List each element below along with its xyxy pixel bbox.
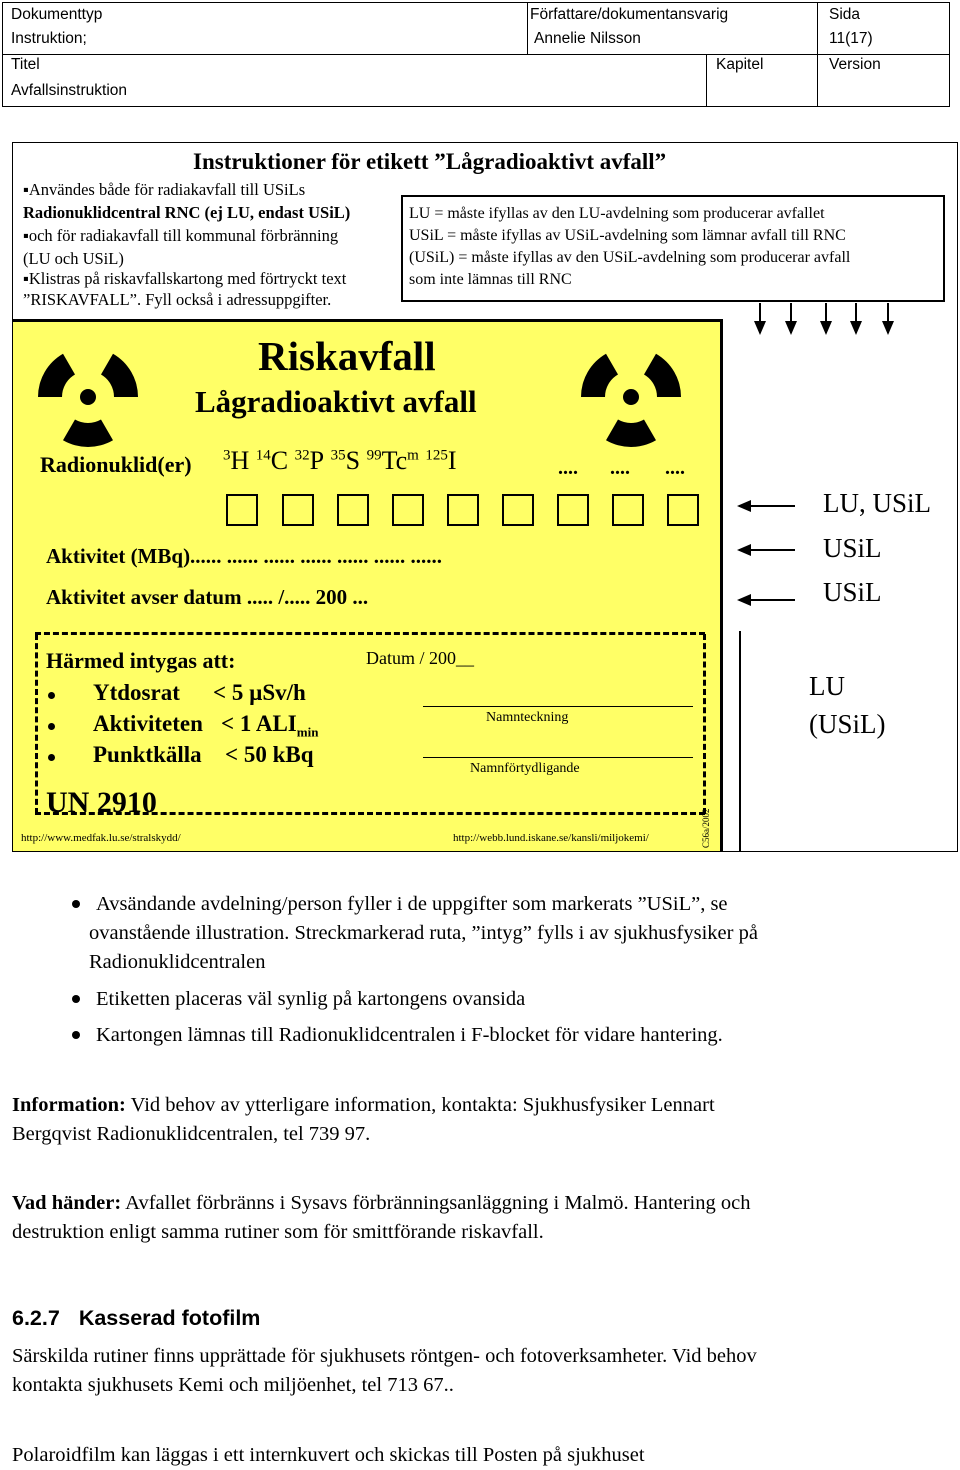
author-label: Författare/dokumentansvarig <box>530 6 729 23</box>
radiation-trefoil-icon <box>38 347 138 447</box>
bullet-text: Radionuklidcentralen <box>89 951 266 973</box>
side-label: USiL <box>823 577 882 607</box>
name-line <box>423 757 693 758</box>
dashed-border <box>35 634 38 814</box>
label-title: Riskavfall <box>258 333 436 379</box>
chapter-label: Kapitel <box>716 56 764 73</box>
version-label: Version <box>829 56 881 73</box>
side-label: USiL <box>823 533 882 563</box>
extra-nuclide-dots: .... <box>665 457 685 479</box>
instruction-line: ”RISKAVFALL”. Fyll också i adressuppgifter. <box>23 290 332 309</box>
certify-item: Aktiviteten <box>93 711 203 736</box>
bullet-icon <box>48 723 55 730</box>
down-arrow-icon <box>759 303 761 333</box>
bracket-line <box>739 631 741 851</box>
nuclide-checkbox <box>557 494 589 526</box>
polaroid-paragraph: Polaroidfilm kan läggas i ett internkuvert och skickas till Posten på sjukhuset <box>12 1444 645 1466</box>
certify-item: Ytdosrat <box>93 680 180 705</box>
radioactive-waste-label <box>13 319 723 852</box>
nuclide-list: $^3$H $^{14}$C $^{32}$P $^{35}$S $^{99}$Tc$^m$ $^{125}$I <box>223 446 457 475</box>
bullet-text: Avsändande avdelning/person fyller i de uppgifter som markerats ”USiL”, se <box>96 893 728 915</box>
certify-heading: Härmed intygas att: <box>46 648 236 673</box>
certify-value: < 5 µSv/h <box>213 680 306 705</box>
document-header <box>2 2 950 107</box>
what-paragraph-line2: destruktion enligt samma rutiner som för smittförande riskavfall. <box>12 1221 544 1243</box>
bullet-icon <box>72 900 80 908</box>
nuclide-checkbox <box>226 494 258 526</box>
section-paragraph-line2: kontakta sjukhusets Kemi och miljöenhet, tel 713 67.. <box>12 1374 454 1396</box>
down-arrow-icon <box>825 303 827 333</box>
date-field: Datum / 200__ <box>366 648 474 668</box>
section-paragraph: Särskilda rutiner finns upprättade för sjukhusets röntgen- och fotoverksamheter. Vid behov <box>12 1345 757 1367</box>
nuclide-checkbox <box>447 494 479 526</box>
un-number: UN 2910 <box>46 786 157 819</box>
instruction-line: ▪Användes både för radiakavfall till USiLs <box>23 180 306 199</box>
title-value: Avfallsinstruktion <box>11 82 128 99</box>
extra-nuclide-dots: .... <box>558 457 578 479</box>
legend-box <box>401 195 945 302</box>
nuclide-checkbox <box>392 494 424 526</box>
nuclide-checkbox <box>337 494 369 526</box>
certify-value: < 1 $ALI_{min}$ <box>221 711 319 740</box>
legend-line: LU = måste ifyllas av den LU-avdelning som producerar avfallet <box>409 205 825 222</box>
activity-line: Aktivitet (MBq)...... ...... ...... ...... ...... ...... ...... <box>46 544 443 568</box>
signature-caption: Namnteckning <box>486 710 569 725</box>
label-illustration <box>12 142 958 852</box>
instruction-line: ▪och för radiakavfall till kommunal förbränning <box>23 226 339 245</box>
left-arrow-icon <box>739 599 795 601</box>
legend-line: (USiL) = måste ifyllas av den USiL-avdelning som producerar avfall <box>409 249 851 266</box>
url-left: http://www.medfak.lu.se/stralskydd/ <box>21 832 181 844</box>
bullet-icon <box>48 692 55 699</box>
url-right: http://webb.lund.iskane.se/kansli/miljokemi/ <box>453 832 649 844</box>
author-value: Annelie Nilsson <box>534 30 641 47</box>
bullet-text: Etiketten placeras väl synlig på kartongens ovansida <box>96 988 526 1010</box>
doctype-label: Dokumenttyp <box>11 6 103 23</box>
nuclide-checkbox <box>612 494 644 526</box>
section-heading: 6.2.7 Kasserad fotofilm <box>12 1306 261 1330</box>
bullet-icon <box>48 754 55 761</box>
dashed-border <box>35 632 705 635</box>
down-arrow-icon <box>855 303 857 333</box>
side-label: (USiL) <box>809 709 886 739</box>
nuclide-checkbox <box>667 494 699 526</box>
signature-line <box>423 706 693 707</box>
page-label: Sida <box>829 6 861 23</box>
left-arrow-icon <box>739 549 795 551</box>
instruction-line: (LU och USiL) <box>23 249 124 268</box>
down-arrow-icon <box>790 303 792 333</box>
nuclide-checkbox <box>502 494 534 526</box>
side-label: LU <box>809 671 845 701</box>
nuclide-label: Radionuklid(er) <box>40 452 192 477</box>
label-subtitle: Lågradioaktivt avfall <box>195 384 477 419</box>
bullet-icon <box>72 1031 80 1039</box>
instruction-line: Radionuklidcentral RNC (ej LU, endast USiL) <box>23 203 351 222</box>
legend-line: som inte lämnas till RNC <box>409 271 572 288</box>
legend-line: USiL = måste ifyllas av USiL-avdelning som lämnar avfall till RNC <box>409 227 846 244</box>
label-code: C56a/2002 <box>701 808 711 848</box>
title-label: Titel <box>11 56 40 73</box>
page-value: 11(17) <box>829 30 873 47</box>
instruction-line: ▪Klistras på riskavfallskartong med förtryckt text <box>23 269 347 288</box>
info-paragraph-line2: Bergqvist Radionuklidcentralen, tel 739 97. <box>12 1123 371 1145</box>
info-paragraph: Information: Vid behov av ytterligare information, kontakta: Sjukhusfysiker Lennart <box>12 1094 715 1116</box>
radiation-trefoil-icon <box>581 347 681 447</box>
extra-nuclide-dots: .... <box>610 457 630 479</box>
what-paragraph: Vad händer: Avfallet förbränns i Sysavs förbränningsanläggning i Malmö. Hantering och <box>12 1192 751 1214</box>
nuclide-checkbox <box>282 494 314 526</box>
certify-value: < 50 kBq <box>225 742 314 767</box>
certify-item: Punktkälla <box>93 742 202 767</box>
figure-heading: Instruktioner för etikett ”Lågradioaktivt avfall” <box>193 149 667 174</box>
left-arrow-icon <box>739 505 795 507</box>
dashed-border <box>703 634 706 814</box>
name-caption: Namnförtydligande <box>470 761 580 776</box>
bullet-text: ovanstående illustration. Streckmarkerad ruta, ”intyg” fylls i av sjukhusfysiker på <box>89 922 758 944</box>
activity-date-line: Aktivitet avser datum ..... /..... 200 ... <box>46 585 369 609</box>
side-label: LU, USiL <box>823 488 931 518</box>
doctype-value: Instruktion; <box>11 30 87 47</box>
bullet-text: Kartongen lämnas till Radionuklidcentralen i F-blocket för vidare hantering. <box>96 1024 723 1046</box>
bullet-icon <box>72 995 80 1003</box>
down-arrow-icon <box>887 303 889 333</box>
